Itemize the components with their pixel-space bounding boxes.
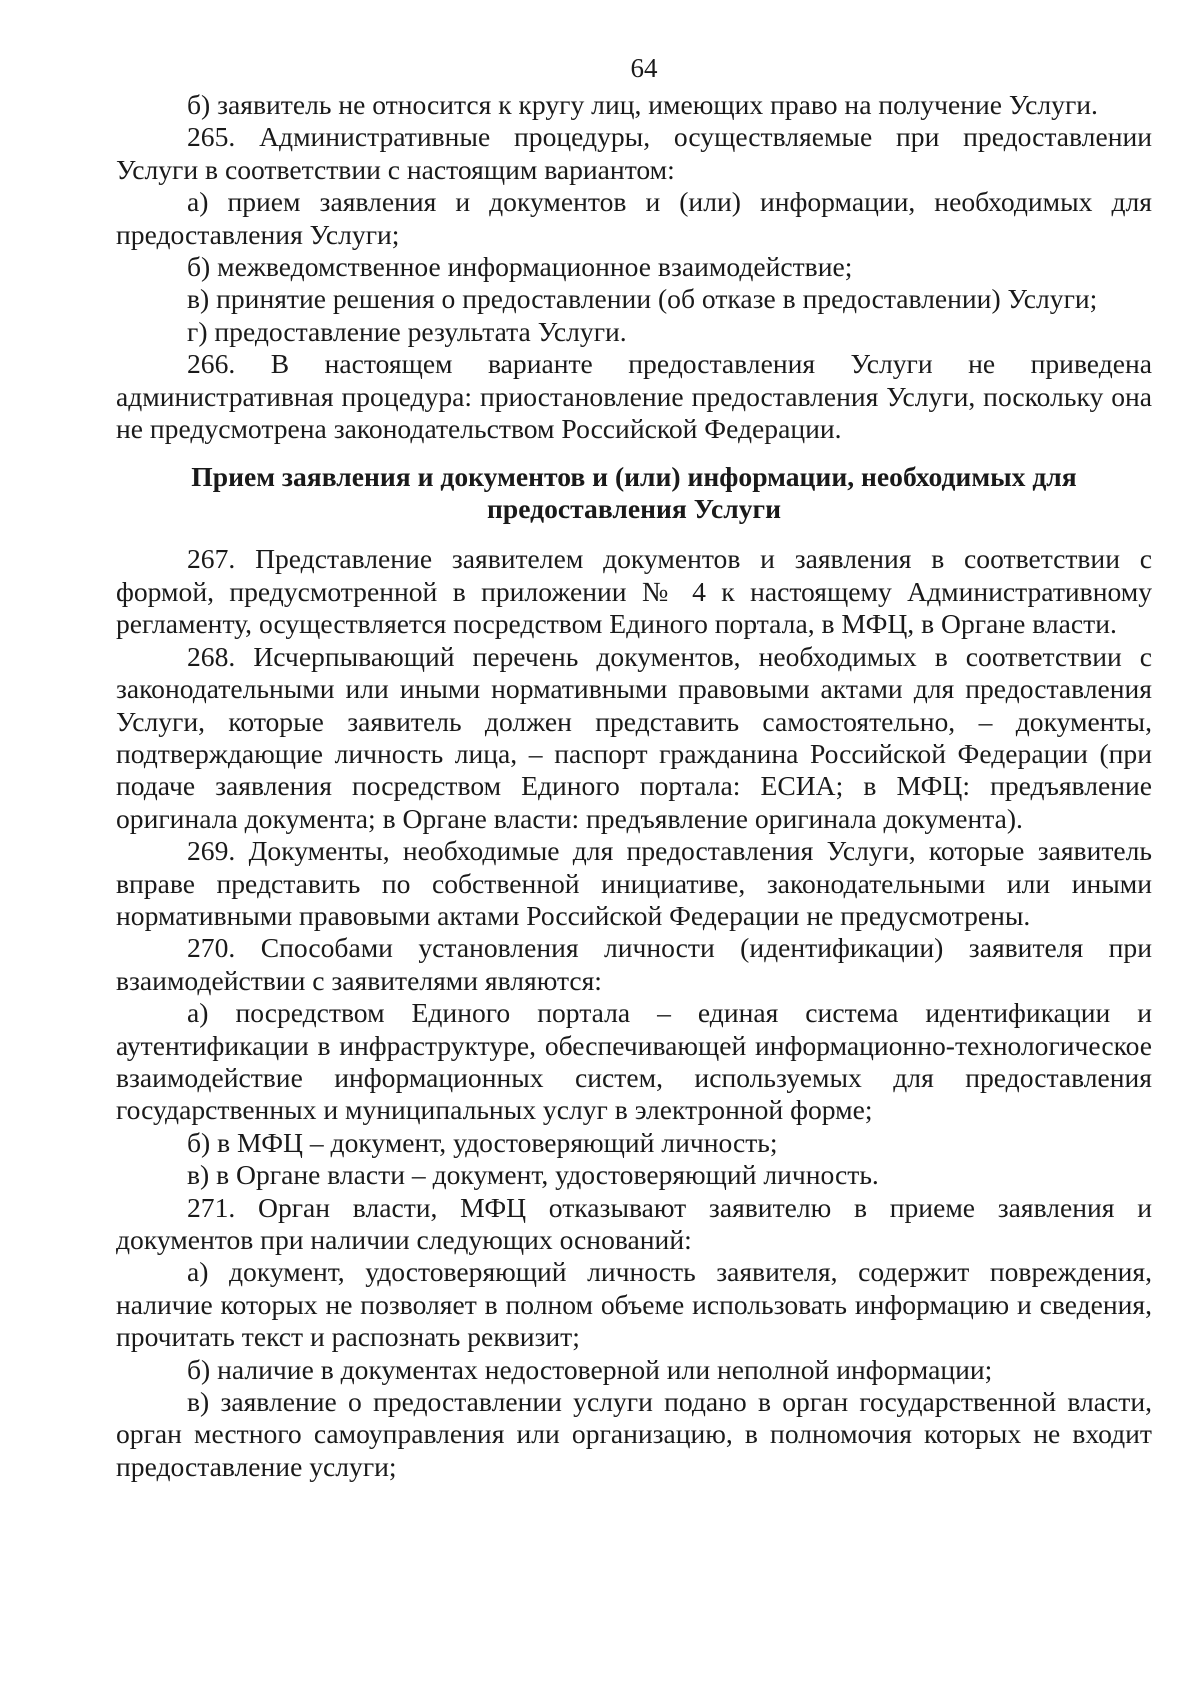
list-item-g-result: г) предоставление результата Услуги. [187,315,627,347]
list-item-v-decision: в) принятие решения о предоставлении (об отказе в предоставлении) Услуги; [187,283,1098,315]
section-heading-line-2: предоставления Услуги [487,493,781,525]
list-item-v-authority: в) в Органе власти – документ, удостоверяющий личность. [187,1159,879,1191]
list-item-a-damaged-document: а) документ, удостоверяющий личность заявителя, содержит повреждения, наличие которых не позволяет в полном объеме использовать информацию и сведения, прочитать текст и распознать реквизит; [116,1256,1152,1353]
section-heading [116,461,1152,525]
page-number: 64 [630,53,658,83]
list-item-v-wrong-authority: в) заявление о предоставлении услуги подано в орган государственной власти, орган местного самоуправления или организацию, в полномочия которых не входит предоставление услуги; [116,1386,1152,1482]
clause-267: 267. Представление заявителем документов и заявления в соответствии с формой, предусмотренной в приложении № 4 к настоящему Административному регламенту, осуществляется посредством Единого портала, в МФЦ, в Органе власти. [116,543,1152,640]
list-item-b-mfc: б) в МФЦ – документ, удостоверяющий личность; [187,1126,778,1158]
clause-270: 270. Способами установления личности (идентификации) заявителя при взаимодействии с заявителями являются: [116,932,1152,996]
list-item-b-unreliable-info: б) наличие в документах недостоверной или неполной информации; [187,1353,993,1385]
section-heading-line-1: Прием заявления и документов и (или) информации, необходимых для [191,461,1077,493]
list-item-b-not-eligible: б) заявитель не относится к кругу лиц, имеющих право на получение Услуги. [187,89,1098,120]
clause-265: 265. Административные процедуры, осуществляемые при предоставлении Услуги в соответствии с настоящим вариантом: [116,121,1152,185]
clause-266: 266. В настоящем варианте предоставления Услуги не приведена административная процедура: приостановление предоставления Услуги, поскольку она не предусмотрена законодательством Российской Федерации. [116,348,1152,445]
document-page [116,52,1152,1483]
list-item-a-reception: а) прием заявления и документов и (или) информации, необходимых для предоставления Услуги; [116,186,1152,250]
list-item-b-interagency: б) межведомственное информационное взаимодействие; [187,251,853,283]
clause-268: 268. Исчерпывающий перечень документов, необходимых в соответствии с законодательными или иными нормативными правовыми актами для предоставления Услуги, которые заявитель должен представить самостоятельно, – документы, подтверждающие личность лица, – паспорт гражданина Российской Федерации (при подаче заявления посредством Единого портала: ЕСИА; в МФЦ: предъявление оригинала документа; в Органе власти: предъявление оригинала документа). [116,640,1152,834]
clause-269: 269. Документы, необходимые для предоставления Услуги, которые заявитель вправе представить по собственной инициативе, законодательными или иными нормативными правовыми актами Российской Федерации не предусмотрены. [116,835,1152,931]
clause-271: 271. Орган власти, МФЦ отказывают заявителю в приеме заявления и документов при наличии следующих оснований: [116,1191,1152,1255]
list-item-a-portal: а) посредством Единого портала – единая система идентификации и аутентификации в инфраструктуре, обеспечивающей информационно-технологическое взаимодействие информационных систем, используемых для предоставления государственных и муниципальных услуг в электронной форме; [116,997,1152,1126]
